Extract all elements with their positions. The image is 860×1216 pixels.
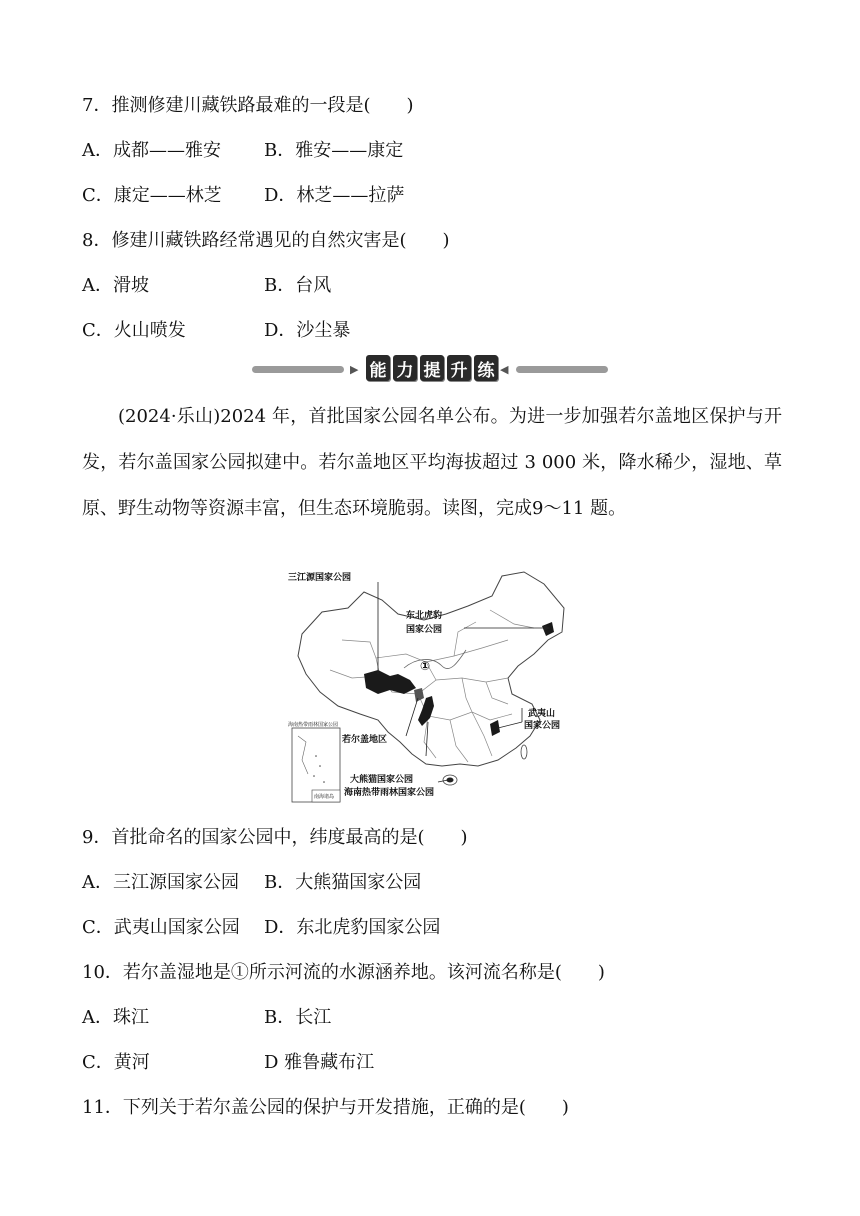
- hainan-label: 海南热带雨林国家公园: [344, 788, 435, 798]
- banner-title: [366, 355, 498, 381]
- ruoergai-label: 若尔盖地区: [342, 735, 388, 745]
- nanhai-label: 南海诸岛: [314, 794, 335, 800]
- question-8-option-b[interactable]: B．台风: [264, 275, 332, 296]
- daxiongmao-label: 大熊猫国家公园: [350, 775, 414, 785]
- banner-char: 能: [366, 355, 390, 381]
- circle-1-label: ①: [420, 659, 431, 673]
- question-9-stem: 9．首批命名的国家公园中，纬度最高的是( ): [82, 827, 468, 848]
- question-10-option-d[interactable]: D 雅鲁藏布江: [264, 1052, 375, 1073]
- passage-paragraph: [82, 394, 782, 532]
- banner-char: 力: [393, 355, 417, 381]
- china-national-parks-map: [286, 570, 578, 806]
- question-8-option-a[interactable]: A．滑坡: [82, 275, 149, 296]
- question-7-stem: 7．推测修建川藏铁路最难的一段是( ): [82, 95, 414, 116]
- dongbei-label-line2: 国家公园: [406, 625, 443, 635]
- question-7-option-b[interactable]: B．雅安——康定: [264, 140, 404, 161]
- banner-right-arrow-icon: ▶: [350, 363, 359, 376]
- passage-text: (2024·乐山)2024 年，首批国家公园名单公布。为进一步加强若尔盖地区保护与开发，若尔盖国家公园拟建中。若尔盖地区平均海拔超过 3 000 米，降水稀少，湿地、草原、野生动物等资源丰富，但生态环境脆弱。读图，完成9～11 题。: [82, 406, 782, 519]
- question-7-option-d[interactable]: D．林芝——拉萨: [264, 185, 405, 206]
- wuyishan-label-line1: 武夷山: [528, 709, 556, 719]
- question-10-stem: 10．若尔盖湿地是①所示河流的水源涵养地。该河流名称是( ): [82, 962, 605, 983]
- question-10-option-c[interactable]: C．黄河: [82, 1052, 150, 1073]
- dongbei-label-line1: 东北虎豹: [406, 611, 443, 621]
- section-banner: [252, 354, 608, 384]
- question-8-option-d[interactable]: D．沙尘暴: [264, 320, 351, 341]
- inset-title: 海南热带雨林国家公园: [288, 722, 339, 728]
- banner-left-bar: [252, 366, 344, 373]
- banner-char: 升: [447, 355, 471, 381]
- question-10-option-b[interactable]: B．长江: [264, 1007, 332, 1028]
- question-7-option-a[interactable]: A．成都——雅安: [82, 140, 221, 161]
- wuyishan-label-line2: 国家公园: [524, 721, 561, 731]
- question-11-stem: 11．下列关于若尔盖公园的保护与开发措施，正确的是( ): [82, 1097, 569, 1118]
- banner-char: 提: [420, 355, 444, 381]
- question-9-option-a[interactable]: A．三江源国家公园: [82, 872, 239, 893]
- question-9-option-c[interactable]: C．武夷山国家公园: [82, 917, 240, 938]
- question-9-option-d[interactable]: D．东北虎豹国家公园: [264, 917, 441, 938]
- banner-left-arrow-icon: ◀: [500, 363, 509, 376]
- question-10-option-a[interactable]: A．珠江: [82, 1007, 149, 1028]
- sanjiangyuan-label: 三江源国家公园: [288, 573, 352, 583]
- question-7-option-c[interactable]: C．康定——林芝: [82, 185, 222, 206]
- banner-right-bar: [516, 366, 608, 373]
- question-8-option-c[interactable]: C．火山喷发: [82, 320, 186, 341]
- question-8-stem: 8．修建川藏铁路经常遇见的自然灾害是( ): [82, 230, 450, 251]
- banner-char: 练: [474, 355, 498, 381]
- question-9-option-b[interactable]: B．大熊猫国家公园: [264, 872, 422, 893]
